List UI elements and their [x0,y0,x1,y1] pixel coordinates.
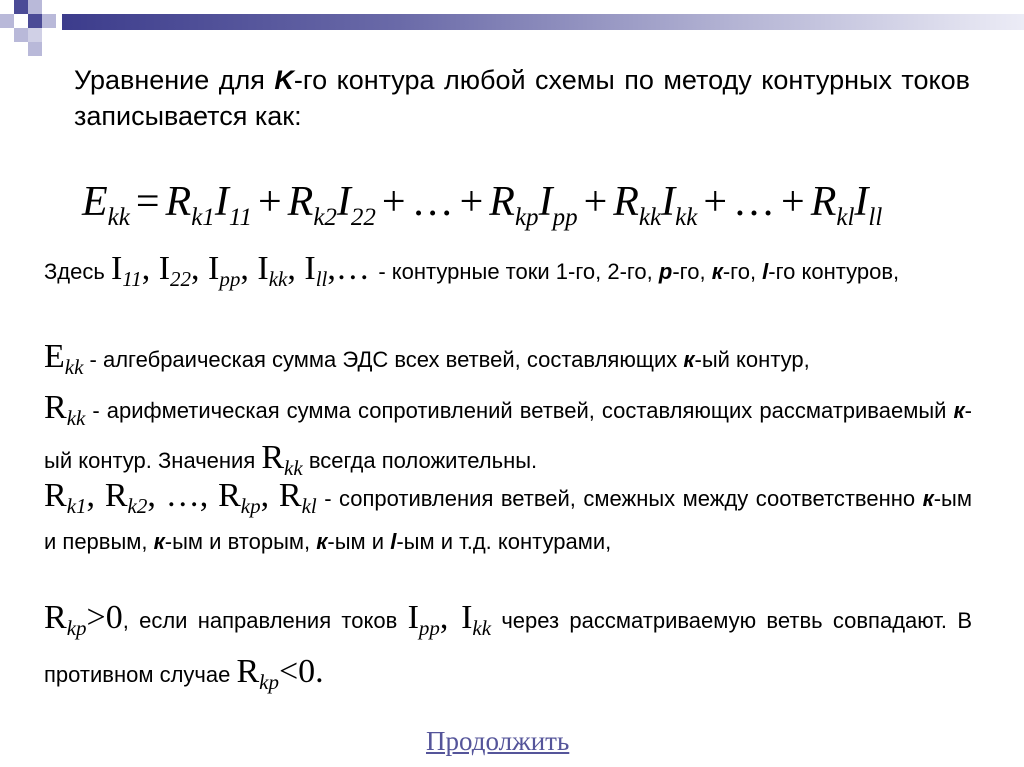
comma: , [439,599,462,636]
symbol: R [261,439,285,476]
eq-plus: + [381,179,406,225]
deco-square [14,28,28,42]
eq-term: I [214,179,229,225]
text: , если направления токов [122,608,408,633]
eq-term: I [538,179,553,225]
symbol: R [218,477,241,514]
bold-letter: к [711,259,723,284]
sub: 22 [170,267,192,291]
deco-square [28,0,42,14]
eq-plus: + [459,179,484,225]
text: -го контуров, [768,259,900,284]
loop-current-equation [82,172,972,248]
eq-sub: k2 [313,204,337,231]
comma: , [260,477,279,514]
eq-plus: + [583,179,608,225]
bold-letter: к [922,486,934,511]
bold-letter: к [316,529,328,554]
text: -ым и первым, [44,486,972,554]
eq-equals: = [135,179,160,225]
symbol: I [304,250,316,287]
symbol: I [110,250,123,287]
sub: ll [315,267,328,291]
sub: kp [240,494,261,518]
eq-dots: … [411,179,454,225]
paragraph-mutual-resistance [44,478,972,560]
sub: kk [268,267,288,291]
symbol: R [44,389,67,426]
symbol: I [208,250,220,287]
comma: , [147,477,166,514]
symbol: E [44,338,65,375]
text: -ый контур, [694,347,810,372]
eq-sub: 22 [350,204,376,231]
comma: , [191,250,209,287]
intro-pre: Уравнение для [74,65,275,95]
eq-sub: kp [514,204,539,231]
eq-sub: pp [552,204,578,231]
sub: kk [64,355,84,379]
intro-post: -го контура любой схемы по методу контурных токов записывается как: [74,65,970,131]
symbol: R [44,477,67,514]
paragraph-self-resistance [44,388,972,488]
sub: 11 [122,267,142,291]
sub: pp [418,616,440,640]
eq-plus: + [781,179,805,225]
comma: , [199,477,219,514]
eq-sub: k1 [191,204,215,231]
bold-letter: l [762,259,769,284]
sub: kp [66,616,87,640]
text: -ым и [327,529,391,554]
paragraph-sign-rule [44,596,972,704]
eq-sub: kk [638,204,662,231]
eq-term: R [287,179,314,225]
text: через рассматриваемую ветвь совпадают. В противном случае [44,608,972,687]
sub: k2 [127,494,148,518]
sub: kk [472,616,492,640]
eq-term: R [810,179,837,225]
sub: kk [66,406,86,430]
continue-link[interactable]: Продолжить [426,726,570,756]
inequality: >0 [86,599,123,636]
symbol: I [407,599,419,636]
eq-term: R [613,179,639,225]
text: - алгебраическая сумма ЭДС всех ветвей, составляющих [83,347,684,372]
text: - арифметическая сумма сопротивлений ветвей, составляющих рассматриваемый [85,398,954,423]
eq-plus: + [257,179,282,225]
eq-sub: kl [836,204,855,231]
slide-decoration [0,0,1024,60]
sub: kp [259,670,279,694]
deco-square [28,42,42,56]
eq-term: I [336,179,351,225]
eq-term: R [165,179,192,225]
paragraph-loop-currents [44,252,972,296]
deco-square [0,14,14,28]
header-gradient-bar [62,14,1024,30]
comma: , [287,250,305,287]
symbol: I [158,250,171,287]
eq-term: I [661,179,676,225]
sub: kl [301,494,317,518]
symbol: R [278,477,302,514]
text: - сопротивления ветвей, смежных между соответственно [316,486,923,511]
eq-sub: kk [675,204,698,231]
text: всегда положительны. [302,448,538,473]
bold-letter: p [658,259,673,284]
comma: , [240,250,258,287]
deco-square [42,14,56,28]
inequality: <0. [278,653,324,690]
text: -ый контур. Значения [44,398,972,473]
eq-term: R [489,179,515,225]
ellipsis: … [165,477,200,514]
text: -го, [722,259,763,284]
text: -ым и т.д. контурами, [396,529,612,554]
ellipsis: ,… [327,250,379,287]
eq-plus: + [703,179,727,225]
intro-text [74,62,970,134]
eq-lhs-sub: kk [107,204,130,231]
symbol: I [257,250,269,287]
bold-letter: к [683,347,695,372]
bold-letter: к [153,529,165,554]
symbol: I [461,599,473,636]
text: -ым и вторым, [164,529,317,554]
eq-term: I [854,179,869,225]
paragraph-emf-sum [44,340,972,384]
text: Здесь [44,259,111,284]
bold-letter: к [953,398,965,423]
deco-square [28,28,42,42]
eq-dots: … [733,179,775,225]
symbol: R [104,477,128,514]
bold-letter: l [390,529,397,554]
eq-sub: ll [868,204,883,231]
text: - контурные токи 1-го, 2-го, [378,259,659,284]
symbol: R [236,653,260,690]
comma: , [86,477,105,514]
deco-square [14,0,28,14]
intro-k: K [274,65,294,95]
eq-sub: 11 [228,204,252,231]
sub: pp [219,267,241,291]
eq-lhs: E [82,179,108,225]
symbol: R [44,599,67,636]
sub: k1 [66,494,87,518]
sub: kk [284,456,303,480]
text: -го, [672,259,712,284]
comma: , [141,250,159,287]
deco-square [28,14,42,28]
